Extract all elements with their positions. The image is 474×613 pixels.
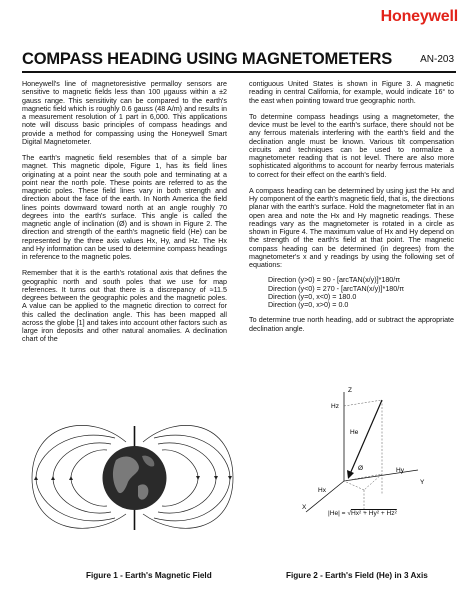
- paragraph: To determine compass headings using a magnetometer, the device must be level to the earth's surface, there should not be any ferrous materials interfering with the earth's field and the declination angle must be known. Various tilt compensation circuits and techniques can be used to normalize a magnetometer reading that is not level. There are also more sophisticated algorithms to account for nearby ferrous materials to correct for their effect on the earth's field.: [249, 112, 454, 179]
- paragraph: A compass heading can be determined by using just the Hx and Hy component of the earth's magnetic field, that is, the directions planar with the earth's surface. Hold the magnetometer flat in an open area and note the Hx and Hy magnetic readings. These readings vary as the magnetometer is rotated in a circle as shown in Figure 4. The maximum value of Hx and Hy depend on the strength of the earth's field at that point. The magnetic compass heading can be determined (in degrees) from the magnetometer's x and y readings by using the following set of equations:: [249, 186, 454, 269]
- axes: [306, 392, 418, 512]
- he-vector: [350, 400, 382, 474]
- equation-list: [249, 276, 454, 309]
- equation: Direction (y>0) = 90 - [arcTAN(x/y)]*180/π: [268, 276, 401, 285]
- paragraph: contiguous United States is shown in Figure 3. A magnetic reading in central California, for example, would indicate 16° to the east when pointing toward true geographic north.: [249, 80, 454, 105]
- doc-number: AN-203: [420, 54, 454, 65]
- field-magnitude-formula: [328, 510, 397, 517]
- earth-magnetic-field-figure: [30, 416, 235, 536]
- earth-globe: [103, 446, 167, 510]
- right-column: [249, 80, 454, 341]
- formula-radicand: Hx² + Hy² + Hz²: [351, 510, 397, 517]
- equation: Direction (y=0, x<0) = 180.0: [268, 292, 357, 301]
- hy-label: Hy: [396, 467, 404, 474]
- formula-prefix: |He| =: [328, 510, 348, 517]
- figure2-caption: Figure 2 - Earth's Field (He) in 3 Axis: [286, 571, 428, 580]
- equation: Direction (y=0, x>0) = 0.0: [268, 301, 349, 309]
- equation: Direction (y<0) = 270 - [arcTAN(x/y)]*180/π: [268, 284, 405, 293]
- honeywell-logo: Honeywell: [380, 8, 458, 25]
- z-axis-label: Z: [348, 387, 352, 394]
- hz-label: Hz: [331, 403, 339, 410]
- paragraph: To determine true north heading, add or subtract the appropriate declination angle.: [249, 316, 454, 333]
- figure1-caption: Figure 1 - Earth's Magnetic Field: [86, 571, 212, 580]
- left-column: [22, 80, 227, 352]
- paragraph: The earth's magnetic field resembles that of a simple bar magnet. This magnetic dipole, Figure 1, has its field lines originating at a point near the south pole and terminating at a point near the north pole. These points are referred to as the magnetic poles. These field lines vary in both strength and direction about the face of the earth. In North America the field lines points downward toward north at an angle roughly 70 degrees into the earth's surface. This angle is called the magnetic angle of inclination (Ø) and is shown in Figure 2. The direction and strength of the earth's magnetic field (He) can be represented by the three axis values Hx, Hy, and Hz. The Hx and Hy information can be used to determine compass headings in reference to the magnetic poles.: [22, 154, 227, 261]
- paragraph: Honeywell's line of magnetoresistive permalloy sensors are sensitive to magnetic fields less than 100 µgauss within a ±2 gauss range. This sensitivity can be compared to the earth's magnetic field which is roughly 0.6 gauss (48 A/m) and results in a measurement resolution of 1 part in 6,000. This applications note will discuss basic principles of compass headings and provide a method for compassing using the Honeywell Smart Digital Magnetometer.: [22, 80, 227, 146]
- y-axis-label: Y: [420, 479, 425, 486]
- paragraph: Remember that it is the earth's rotational axis that defines the geographic north and south poles that we use for map references. It turns out that there is a discrepancy of ≈11.5 degrees between the geographic poles and the magnetic poles. A value can be applied to the magnetic direction to correct for this called the declination angle. This has been mapped all across the globe [1] and takes into account other factors such as large iron deposits and other natural anomalies. A declination chart of the: [22, 269, 227, 344]
- phi-label: Ø: [358, 465, 364, 472]
- hx-label: Hx: [318, 487, 326, 494]
- x-axis-label: X: [302, 504, 307, 511]
- page-title: COMPASS HEADING USING MAGNETOMETERS: [22, 50, 393, 68]
- projection-lines: [344, 400, 382, 512]
- he-label: He: [350, 429, 359, 436]
- title-rule: [22, 71, 456, 73]
- sqrt-icon: √: [347, 510, 351, 517]
